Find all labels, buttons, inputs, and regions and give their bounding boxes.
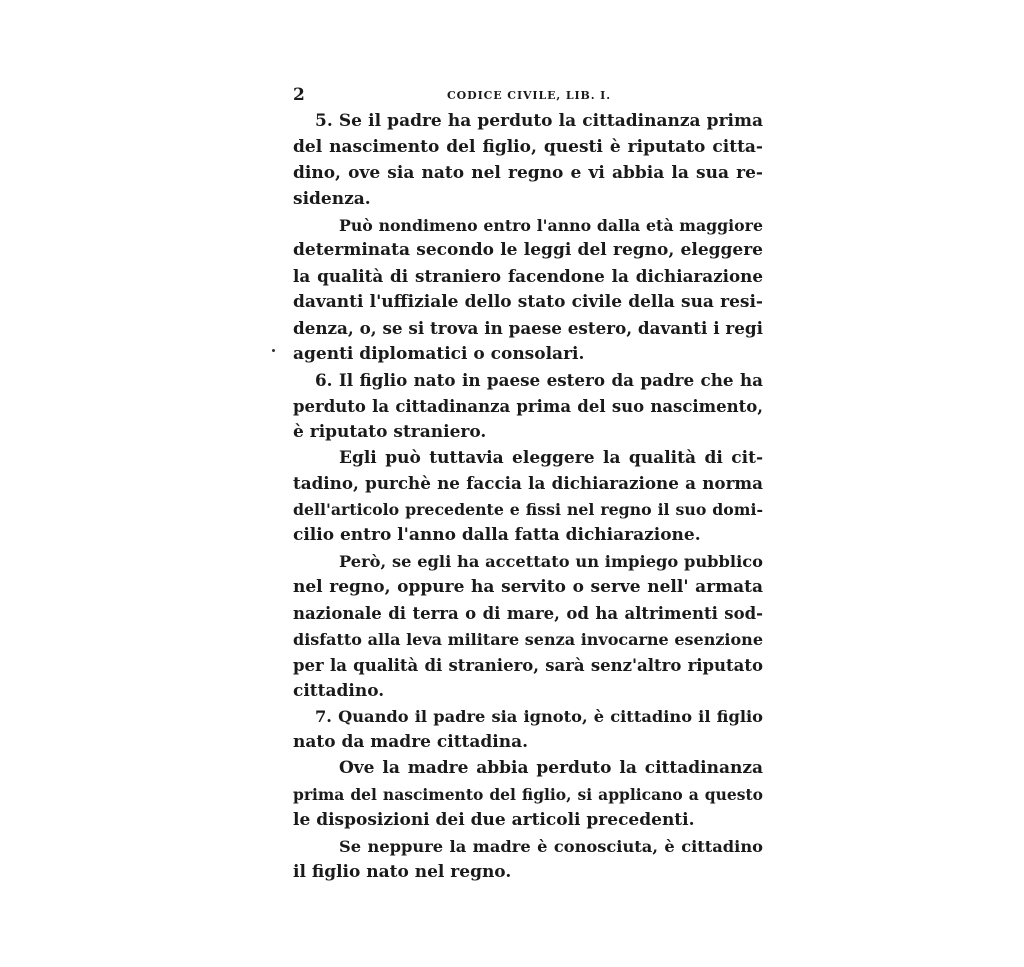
text-line: Ove la madre abbia perduto la cittadinanza [339,758,763,779]
text-line: è riputato straniero. [293,421,487,442]
text-line: Egli può tuttavia eleggere la qualità di cit- [339,447,763,468]
text-line: il figlio nato nel regno. [293,861,512,882]
text-line: la qualità di straniero facendone la dichiarazione [293,266,763,287]
text-line: davanti l'uffiziale dello stato civile della sua resi- [293,292,763,313]
text-line: dell'articolo precedente e fissi nel regno il suo domi- [293,500,763,520]
text-line: cittadino. [293,680,385,701]
text-line: nel regno, oppure ha servito o serve nell' armata [293,577,763,598]
text-line: dino, ove sia nato nel regno e vi abbia la sua re- [293,162,763,183]
text-line: 5. Se il padre ha perduto la cittadinanza prima [315,111,763,131]
text-line: Però, se egli ha accettato un impiego pubblico [339,552,763,572]
text-line: disfatto alla leva militare senza invocarne esenzione [293,629,763,649]
ink-speck [272,349,275,352]
page-number: 2 [293,85,305,105]
page-header [293,84,763,106]
text-line: cilio entro l'anno dalla fatta dichiarazione. [293,525,701,546]
body-text [293,109,763,886]
text-line: sidenza. [293,188,371,209]
text-line: agenti diplomatici o consolari. [293,344,585,365]
running-head: CODICE CIVILE, LIB. I. [447,89,611,102]
text-line: tadino, purchè ne faccia la dichiarazione a norma [293,473,763,494]
text-line: Se neppure la madre è conosciuta, è cittadino [339,836,763,856]
text-line: 7. Quando il padre sia ignoto, è cittadino il figlio [315,707,763,727]
text-line: Può nondimeno entro l'anno dalla età maggiore [339,215,763,235]
text-line: nato da madre cittadina. [293,732,529,753]
text-line: del nascimento del figlio, questi è riputato citta- [293,136,763,157]
text-line: denza, o, se si trova in paese estero, davanti i regi [293,318,763,339]
text-line: per la qualità di straniero, sarà senz'altro riputato [293,655,763,675]
text-line: determinata secondo le leggi del regno, eleggere [293,240,763,261]
text-line: 6. Il figlio nato in paese estero da padre che ha [315,369,763,390]
text-line: nazionale di terra o di mare, od ha altrimenti sod- [293,603,763,623]
text-line: le disposizioni dei due articoli precedenti. [293,810,695,831]
text-line: prima del nascimento del figlio, si applicano a questo [293,785,763,805]
text-line: perduto la cittadinanza prima del suo nascimento, [293,396,763,416]
